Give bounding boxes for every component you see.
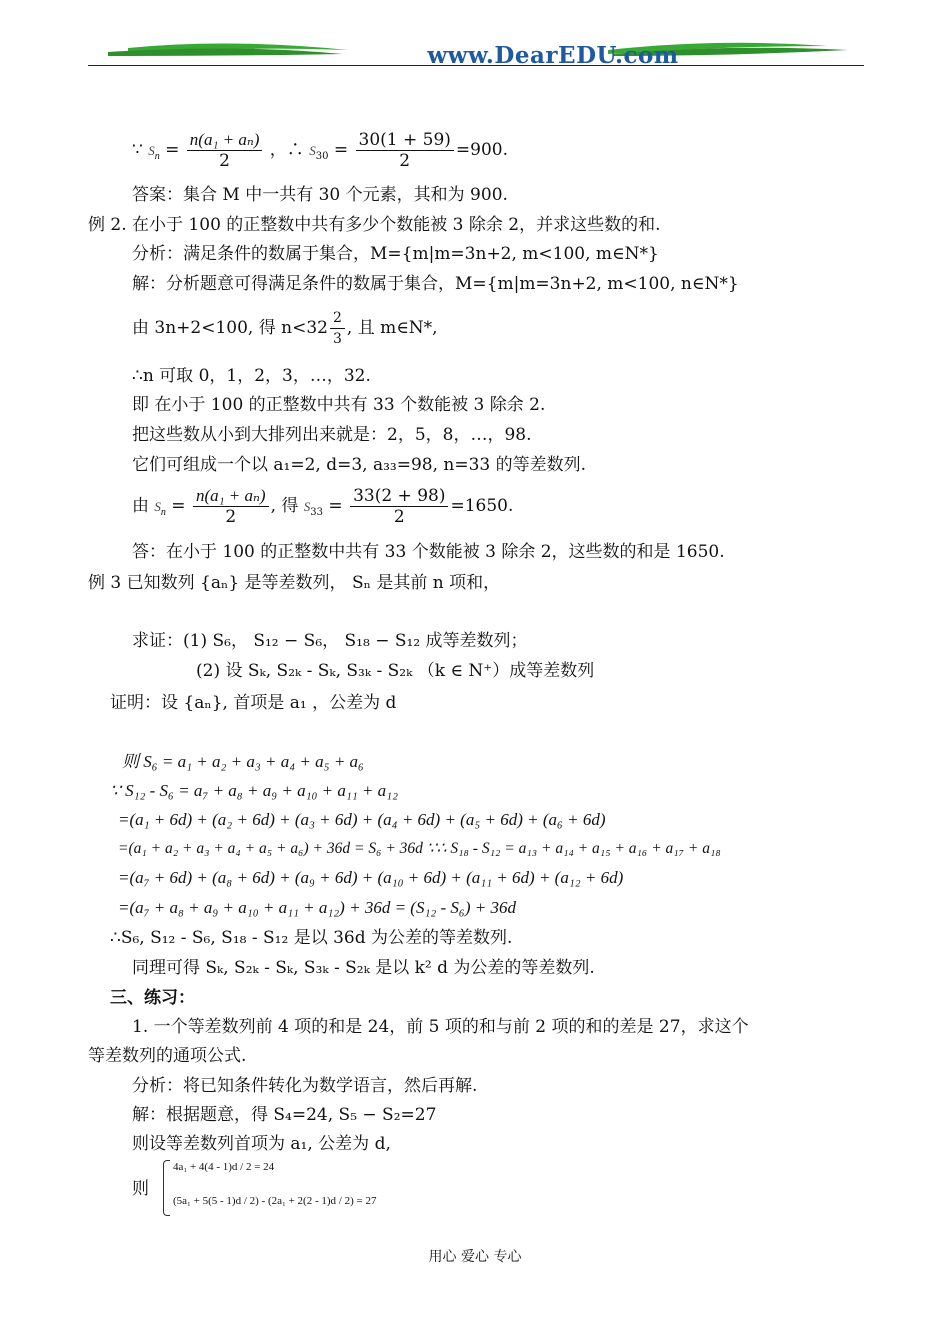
fraction-numerator-4: n(a₁ + aₙ) bbox=[193, 486, 269, 507]
sum-subscript-3: n bbox=[160, 507, 166, 518]
expansion-line-2: =(a₁ + a₂ + a₃ + a₄ + a₅ + a₆) + 36d = S₆ + 36d ∵∴ S₁₈ - S₁₂ = a₁₃ + a₁₄ + a₁₅ + a₁₆ + a₁₇ + a₁₈ bbox=[118, 840, 721, 857]
fraction-sn bbox=[187, 130, 263, 171]
proof-setup-line: 证明：设 {aₙ}, 首项是 a₁ ，公差为 d bbox=[110, 693, 397, 713]
by-text: 由 bbox=[132, 496, 149, 516]
exercise-heading: 三、练习： bbox=[110, 988, 195, 1008]
inequality-text: 由 3n+2<100, 得 n<32 bbox=[132, 318, 328, 338]
fraction-s33 bbox=[350, 486, 448, 527]
sum-subscript: n bbox=[154, 151, 160, 162]
fraction-denominator-4: 2 bbox=[225, 507, 237, 527]
range-line: ∴n 可取 0，1，2，3，…，32. bbox=[132, 366, 371, 386]
exercise-1-line-2: 等差数列的通项公式. bbox=[88, 1046, 247, 1066]
fraction-denominator-3: 3 bbox=[332, 331, 342, 347]
answer-line-2: 答：在小于 100 的正整数中共有 33 个数能被 3 除余 2，这些数的和是 1650. bbox=[132, 542, 725, 562]
equation-2: (5a₁ + 5(5 - 1)d / 2) - (2a₁ + 2(2 - 1)d / 2) = 27 bbox=[173, 1195, 377, 1207]
expansion-line-3: =(a₇ + 6d) + (a₈ + 6d) + (a₉ + 6d) + (a₁₀ + 6d) + (a₁₁ + 6d) + (a₁₂ + 6d) bbox=[118, 868, 624, 887]
sum-symbol-3: S bbox=[154, 499, 161, 514]
inequality-line bbox=[132, 308, 438, 349]
exercise-1-line-1: 1. 一个等差数列前 4 项的和是 24，前 5 项的和与前 2 项的和的差是 27，求这个 bbox=[132, 1017, 749, 1037]
exercise-analysis: 分析：将已知条件转化为数学语言，然后再解. bbox=[132, 1076, 478, 1096]
fraction-s30 bbox=[356, 130, 454, 171]
expansion-line-1: =(a₁ + 6d) + (a₂ + 6d) + (a₃ + 6d) + (a₄ + 6d) + (a₅ + 6d) + (a₆ + 6d) bbox=[118, 810, 606, 829]
fraction-two-thirds bbox=[330, 308, 345, 349]
count-line: 即 在小于 100 的正整数中共有 33 个数能被 3 除余 2. bbox=[132, 395, 546, 415]
exercise-solution: 解：根据题意，得 S₄=24, S₅ − S₂=27 bbox=[132, 1105, 437, 1125]
get-text: , 得 bbox=[270, 496, 299, 516]
answer-line-1: 答案：集合 M 中一共有 30 个元素，其和为 900. bbox=[132, 185, 508, 205]
sum-subscript-2: 30 bbox=[315, 151, 329, 162]
sum-symbol-2: S bbox=[309, 143, 316, 158]
fraction-denominator: 2 bbox=[219, 151, 230, 171]
sum-formula-line bbox=[132, 130, 508, 171]
because-symbol: ∵ bbox=[132, 140, 143, 160]
expansion-line-4: =(a₇ + a₈ + a₉ + a₁₀ + a₁₁ + a₁₂) + 36d = (S₁₂ - S₆) + 36d bbox=[118, 898, 516, 917]
result-text: =900. bbox=[455, 140, 509, 160]
inequality-tail: , 且 m∈N*, bbox=[346, 318, 438, 338]
example-3-title: 例 3 已知数列 {aₙ} 是等差数列， Sₙ 是其前 n 项和， bbox=[88, 573, 501, 593]
header-rule bbox=[88, 65, 864, 66]
example-2-title: 例 2. 在小于 100 的正整数中共有多少个数能被 3 除余 2，并求这些数的和. bbox=[88, 215, 661, 235]
fraction-numerator: n(a₁ + aₙ) bbox=[187, 130, 263, 151]
sequence-line: 把这些数从小到大排列出来就是：2，5，8，…，98. bbox=[132, 425, 532, 445]
fraction-numerator-2: 30(1 + 59) bbox=[356, 130, 454, 151]
solution-line: 解：分析题意可得满足条件的数属于集合，M={m|m=3n+2, m<100, n∈N*} bbox=[132, 274, 739, 294]
prove-line-2: (2) 设 Sₖ, S₂ₖ - Sₖ, S₃ₖ - S₂ₖ （k ∈ N⁺）成等差数列 bbox=[196, 661, 595, 681]
sum-computation-line: 由 $S_n$ = $\frac{\text{n(a₁ + aₙ)}}{2}$ , 得 $S_{33}$ = $\frac{33(2 + 98)}{2}$ =1650. bbox=[132, 486, 514, 527]
site-logo-text: www.DearEDU.com bbox=[427, 42, 679, 69]
equation-system bbox=[165, 1158, 376, 1208]
s12-minus-s6-line: ∵ S₁₂ - S₆ = a₇ + a₈ + a₉ + a₁₀ + a₁₁ + a₁₂ bbox=[110, 781, 398, 800]
page-footer: 用心 爱心 专心 bbox=[428, 1249, 522, 1265]
arithmetic-sequence-line: 它们可组成一个以 a₁=2, d=3, a₃₃=98, n=33 的等差数列. bbox=[132, 455, 587, 475]
conclusion-line-1: ∴S₆, S₁₂ - S₆, S₁₈ - S₁₂ 是以 36d 为公差的等差数列. bbox=[110, 928, 513, 948]
fraction-numerator-3: 2 bbox=[330, 308, 345, 329]
equals-sign-2: = bbox=[328, 140, 354, 160]
analysis-line: 分析：满足条件的数属于集合，M={m|m=3n+2, m<100, m∈N*} bbox=[132, 244, 659, 264]
sum-symbol-4: S bbox=[303, 499, 311, 514]
s6-expansion: 则 S₆ = a₁ + a₂ + a₃ + a₄ + a₅ + a₆ bbox=[122, 752, 364, 771]
fraction-numerator-5: 33(2 + 98) bbox=[350, 486, 448, 507]
fraction-denominator-2: 2 bbox=[399, 151, 411, 171]
sum-subscript-4: 33 bbox=[310, 507, 324, 518]
equals-sign: = bbox=[159, 140, 185, 160]
prove-line-1: 求证：(1) S₆， S₁₂ − S₆， S₁₈ − S₁₂ 成等差数列； bbox=[132, 631, 528, 651]
result-text-2: =1650. bbox=[450, 496, 514, 516]
sum-symbol: S bbox=[148, 143, 155, 158]
fraction-denominator-5: 2 bbox=[393, 507, 405, 527]
fraction-sn-2 bbox=[193, 486, 269, 527]
exercise-setup: 则设等差数列首项为 a₁, 公差为 d, bbox=[132, 1134, 391, 1154]
then-label: 则 bbox=[132, 1179, 149, 1199]
conclusion-line-2: 同理可得 Sₖ, S₂ₖ - Sₖ, S₃ₖ - S₂ₖ 是以 k² d 为公差的等差数列. bbox=[132, 958, 595, 978]
therefore-text: ，∴ bbox=[269, 140, 304, 160]
equation-1: 4a₁ + 4(4 - 1)d / 2 = 24 bbox=[173, 1161, 275, 1173]
